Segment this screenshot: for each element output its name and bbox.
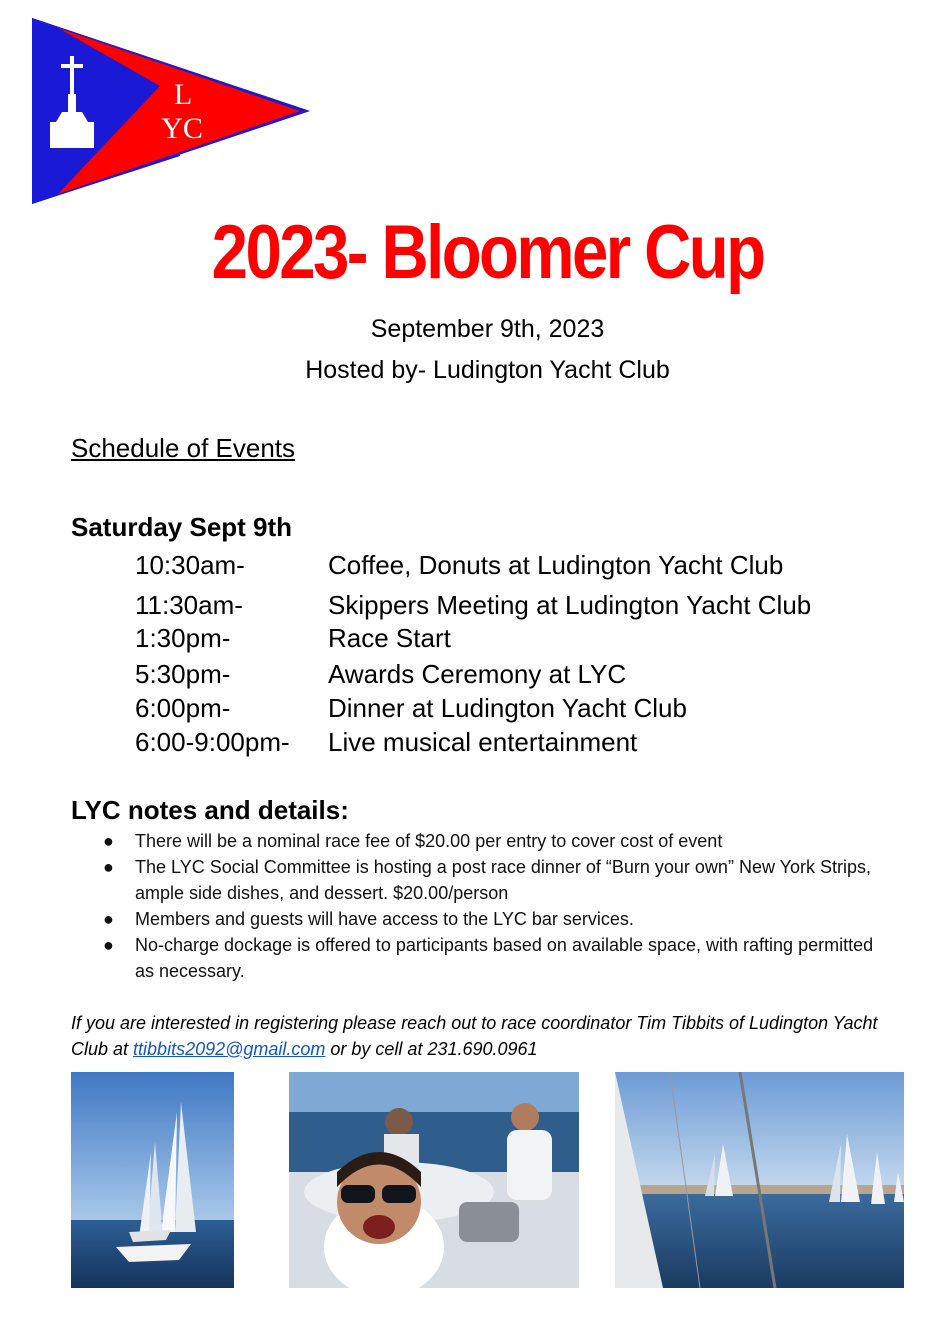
lyc-burgee-logo [30,16,312,206]
schedule-event: Race Start [328,623,451,653]
logo-text-l: L [173,78,193,111]
bullet-icon: ● [103,909,114,929]
sailboat-photo-1 [71,1072,234,1288]
schedule-time: 6:00-9:00pm- [135,727,290,757]
page-title: 2023- Bloomer Cup [211,210,764,295]
list-item: ● There will be a nominal race fee of $20.00 per entry to cover cost of event [71,828,891,854]
notes-heading: LYC notes and details: [71,795,349,825]
schedule-time: 6:00pm- [135,693,231,723]
schedule-event: Coffee, Donuts at Ludington Yacht Club [328,550,784,580]
schedule-time: 11:30am- [135,590,243,620]
regatta-photo [615,1072,904,1288]
contact-paragraph: If you are interested in registering please reach out to race coordinator Tim Tibbits of Ludington Yacht Club at ttibbits2092@gmail.com or by cell at 231.690.0961 [71,1013,878,1059]
schedule-event: Awards Ceremony at LYC [328,659,627,689]
bullet-icon: ● [103,831,114,851]
schedule-heading: Schedule of Events [71,433,296,463]
schedule-event: Live musical entertainment [328,727,638,757]
list-item: ● The LYC Social Committee is hosting a post race dinner of “Burn your own” New York Strips, ample side dishes, and dessert. $20.00/person [71,854,891,906]
schedule-time: 5:30pm- [135,659,231,689]
schedule-event: Dinner at Ludington Yacht Club [328,693,687,723]
bullet-icon: ● [103,857,114,877]
event-date: September 9th, 2023 [370,315,605,343]
bullet-icon: ● [103,935,114,955]
logo-text-yc: YC [161,112,203,145]
list-item: ● No-charge dockage is offered to participants based on available space, with rafting permitted as necessary. [71,932,891,984]
email-link[interactable]: ttibbits2092@gmail.com [133,1039,326,1059]
schedule-time: 10:30am- [135,550,245,580]
list-item: ● Members and guests will have access to the LYC bar services. [71,906,891,932]
schedule-event: Skippers Meeting at Ludington Yacht Club [328,590,812,620]
schedule-day-heading: Saturday Sept 9th [71,512,293,542]
event-host: Hosted by- Ludington Yacht Club [305,356,670,384]
schedule-time: 1:30pm- [135,623,231,653]
notes-list [71,828,891,984]
crew-selfie-photo [289,1072,579,1288]
